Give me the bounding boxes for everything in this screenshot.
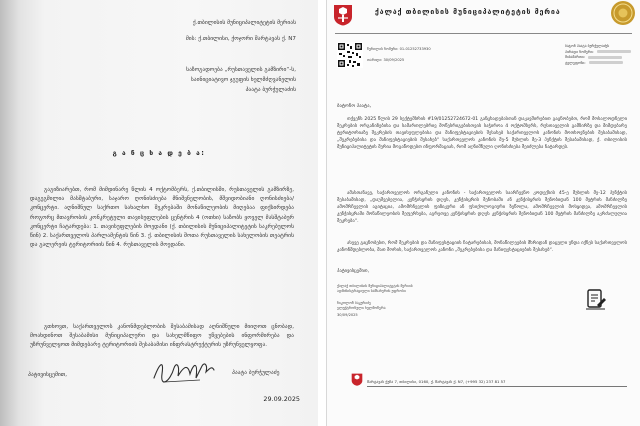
letter-date: თარიღი: 30/09/2025 <box>367 58 405 62</box>
signature-date: 30/09/2025 <box>337 313 358 317</box>
gold-seal-icon <box>610 0 636 26</box>
signatory-title-line-2: ადმინისტრაციული სამსახურის უფროსი <box>337 289 406 294</box>
statement-closing: პატივისცემით, <box>28 372 68 378</box>
addressee-line-1: ბატონ პაატა ბურჭულაძეს <box>565 44 610 48</box>
statement-paragraph-2: გთხოვთ, საქართველოს კანონმდებლობის შესაბამისად აღნიშნული მიიღოთ ცნობად, მოახდინოთ შესაბამისი მუნიციპალური და სახელმწიფო უწყებების ინფორმირება და უზრუნველყოთ მიმდებარე ტერიტორიის შესაბამისი ინფრასტრუქტურის უზრუნველყოფა. <box>30 324 294 349</box>
sender-block <box>106 66 296 95</box>
statement-paragraph-1: გაგიზიარებთ, რომ მიმდინარე წლის 4 ოქტომბერს, ქ.თბილისში, რუსთაველის გამზირზე, დაგეგმილია მასშტაბური, საჯარო ღონისძიება მნიშვნელობის, მშვიდობიანი ღონისძიება/კონცერტი. აღნიშნულ საქრთო სახალხო შეკრებაში მონაწილეობის მიღებაა ფიქსირდება როგორც მთავრობის კონკრეტული თავისუფლების ცენტრის 4 (ოთხი) საზობს ყოველ მასშტაბურ კონცერტი ჩატარდება: 1. თავისუფლების მოედანი (ქ. თბილისის მუნიციპალიტეტის საკრებულოს წინ) 2. საქართველოს პარლამენტის წინ 3. ქ. თბილისის შოთა რუსთაველის სახელობის თეატრის და გალერეის ტერიტორიის წინ 4. რუსთაველის მოედანი. <box>30 187 294 249</box>
left-statement-document <box>0 0 318 426</box>
letter-paragraph-3: ასევე გაცნობებთ, რომ შეკრების და მანიფესტაციის ჩატარებისას, მონაწილეების მხრიდან დაცული უნდა იქნეს საქართველოს კანონმდებლობა, მათ შორის, საქართველოს კანონი „შეკრებებისა და მანიფესტაციების შესახებ“. <box>337 241 627 254</box>
letter-number: წერილის ნომერი: 01-01252733930 <box>367 47 431 51</box>
handwritten-signature-icon <box>150 356 216 386</box>
addressee-block <box>565 44 631 66</box>
letter-closing: პატივისცემით, <box>337 269 370 274</box>
sender-line-2: საინიციატივო ჯგუფის ხელმძღვანელის <box>190 76 296 83</box>
footer-crest-icon <box>351 373 363 386</box>
addressee-line-2: პირადი ნომერი: <box>565 50 631 56</box>
letter-header-title: ქალაქ თბილისის მუნიციპალიტეტის მერია <box>375 8 561 16</box>
signatory-name <box>337 301 386 312</box>
addressee-line-4: ტელეფონი: <box>565 61 631 67</box>
statement-signer: პაატა ბურჭულაძე <box>232 370 280 376</box>
electronic-signature-icon <box>585 288 607 310</box>
signatory-name-line-1: ნიკოლოზ ბაკურიძე <box>337 301 371 305</box>
addressee-line-3: მისამართი: <box>565 55 631 61</box>
statement-title: გ ა ნ ც ხ ა დ ე ბ ა: <box>112 149 206 157</box>
signatory-title-line-1: ქალაქ თბილისის მუნიციპალიტეტის მერიის <box>337 284 413 288</box>
footer-divider <box>367 386 627 387</box>
right-official-letter <box>326 0 640 426</box>
letter-greeting: ბატონო პაატა, <box>337 104 372 109</box>
redacted-field <box>588 56 622 59</box>
redacted-field <box>589 61 623 64</box>
letter-paragraph-2: ამასთანავე, საქართველოს ორგანული კანონის - საქართველოს საარჩევნო კოდექსის 45-ე მუხლის მე-12 პუნქტის შესაბამისად, „დაუშვებელია, კენჭისყრის დღეს, კენჭისყრის შენობაში ან კენჭისყრის შენობიდან 100 მეტრის მანძილზე ამომრჩევლის აგიტაცია, ამომრჩევლის ფიზიკური ან ფსიქოლოგიური ზეწოლა, ამომრჩევლის მოსყიდვა, ამომრჩევლის კენჭისყრაში მონაწილეობის შეფერხება, აგრეთვე კენჭისყრის დღეს კენჭისყრის შენობიდან 100 მეტრის მანძილზე აკრძალულია შეკრება“. <box>337 191 627 225</box>
header-divider <box>335 33 632 34</box>
statement-date: 29.09.2025 <box>263 395 300 403</box>
tbilisi-coat-of-arms-icon <box>333 4 353 26</box>
qr-code-icon <box>337 42 363 68</box>
footer-address: შარტავას ქუჩა 7, თბილისი, 0160, ქ. შარტავას ქ. N7, (+995 32) 237 81 57 <box>367 379 506 384</box>
letter-paragraph-1: თქვენს 2025 წლის 29 სექტემბრის #19/01252724672-01 განცხადებასთან დაკავშირებით გაცნობებთ, რომ მოსალოდნელი შეკრების ორგანიზებისა და სამართლებრივ მოწესრიგებისთვის საჭიროა 4 ოქტომბერს, რუსთაველის გამზირზე და მიმდებარე ტერიტორიაზე შეკრების თავისუფლებისა და მანიფესტაციების შესახებ საქართველოს კანონის მოთხოვნების შესაბამისად, „შეკრებებისა და მანიფესტაციების შესახებ“ საქართველოს კანონის მე-5 მუხლის მე-3 პუნქტის შესაბამისად, ქ. თბილისის მუნიციპალიტეტის მერია მოგაწოდებთ ინფორმაციას, რომ აღნიშნული ღონისძიება შეიძლება ჩატარდეს. <box>337 117 627 151</box>
redacted-field <box>597 50 631 53</box>
recipient-line-1: ქ.თბილისის მუნიციპალიტეტის მერიას <box>192 20 296 26</box>
sender-line-3: პაატა ბურჭულაძის <box>245 86 296 93</box>
signatory-title <box>337 284 413 295</box>
signatory-name-line-2: ელექტრონული ხელმოწერა <box>337 306 386 311</box>
sender-line-1: საზოგადოება „რუსთაველის გამზირი“-ს, <box>186 67 296 73</box>
recipient-line-2: მის: ქ.თბილისი, ქოჯორი შარტავას ქ. N7 <box>185 36 296 42</box>
